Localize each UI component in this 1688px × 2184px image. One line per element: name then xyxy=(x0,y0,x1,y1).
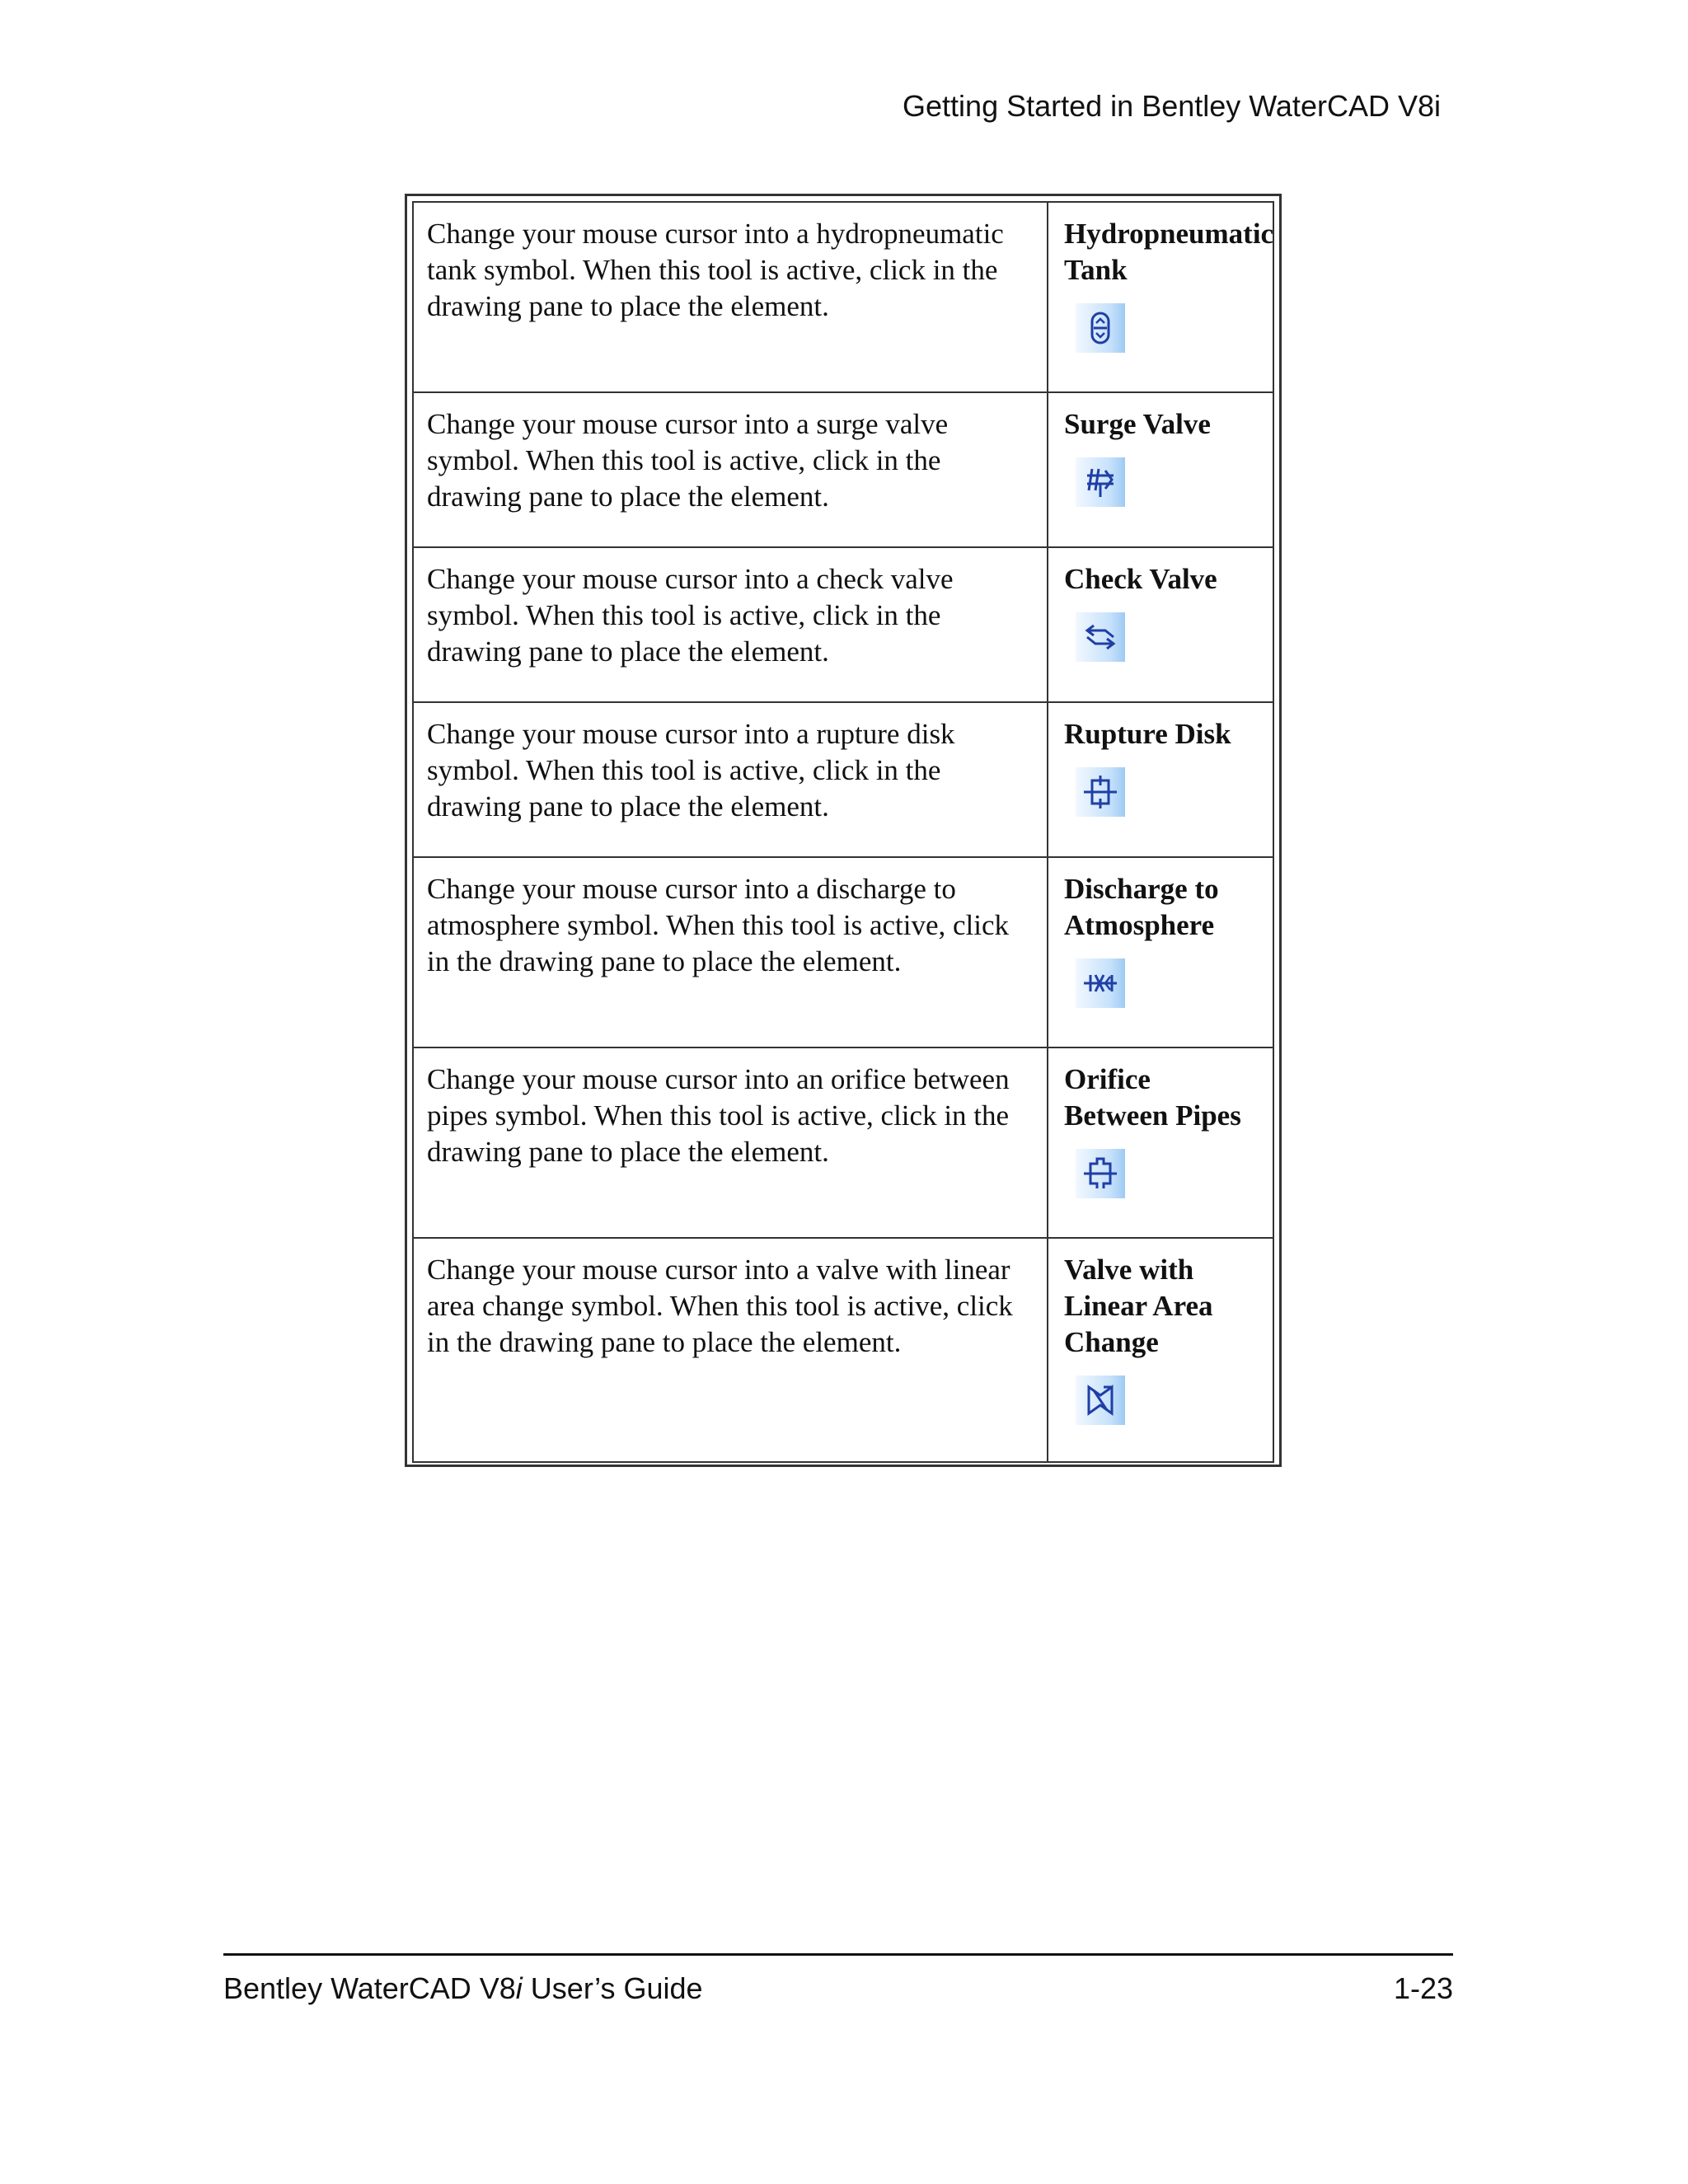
tool-description: Change your mouse cursor into a valve with linear area change symbol. When this tool is active, click in the drawing pane to place the element. xyxy=(413,1238,1048,1462)
tool-name: Check Valve xyxy=(1064,563,1217,595)
table-row xyxy=(413,202,1273,392)
page-number: 1-23 xyxy=(1393,1971,1453,2005)
tool-cell xyxy=(1048,547,1273,702)
tool-description: Change your mouse cursor into a hydropneumatic tank symbol. When this tool is active, click in the drawing pane to place the element. xyxy=(413,202,1048,392)
footer-guide-title xyxy=(223,1971,703,2006)
table-row xyxy=(413,547,1273,702)
tool-cell xyxy=(1048,702,1273,857)
table-row xyxy=(413,857,1273,1047)
valve-linear-area-change-icon xyxy=(1076,1376,1125,1425)
tool-description: Change your mouse cursor into a check valve symbol. When this tool is active, click in the drawing pane to place the element. xyxy=(413,547,1048,702)
tool-table xyxy=(405,194,1282,1467)
tool-name: Discharge to Atmosphere xyxy=(1064,873,1219,941)
tool-cell xyxy=(1048,857,1273,1047)
rupture-disk-icon xyxy=(1076,767,1125,817)
tool-cell xyxy=(1048,202,1273,392)
table-row xyxy=(413,702,1273,857)
tool-name: Valve with Linear Area Change xyxy=(1064,1254,1213,1358)
table-row xyxy=(413,1238,1273,1462)
footer-rule xyxy=(223,1953,1453,1956)
table-row xyxy=(413,1047,1273,1238)
tool-name: Orifice Between Pipes xyxy=(1064,1063,1241,1132)
table-row xyxy=(413,392,1273,547)
tool-name: Rupture Disk xyxy=(1064,718,1231,750)
tool-name: Surge Valve xyxy=(1064,408,1211,440)
tool-description: Change your mouse cursor into a surge valve symbol. When this tool is active, click in the drawing pane to place the element. xyxy=(413,392,1048,547)
orifice-between-pipes-icon xyxy=(1076,1149,1125,1198)
footer-guide-prefix: Bentley WaterCAD V8 xyxy=(223,1971,516,2005)
tool-cell xyxy=(1048,1047,1273,1238)
tool-cell xyxy=(1048,392,1273,547)
discharge-to-atmosphere-icon xyxy=(1076,958,1125,1008)
tool-description: Change your mouse cursor into an orifice between pipes symbol. When this tool is active, click in the drawing pane to place the element. xyxy=(413,1047,1048,1238)
running-header: Getting Started in Bentley WaterCAD V8i xyxy=(903,89,1441,123)
surge-valve-icon xyxy=(1076,457,1125,507)
hydropneumatic-tank-icon xyxy=(1076,303,1125,353)
tool-cell xyxy=(1048,1238,1273,1462)
check-valve-icon xyxy=(1076,612,1125,662)
tool-description: Change your mouse cursor into a discharge to atmosphere symbol. When this tool is active, click in the drawing pane to place the element. xyxy=(413,857,1048,1047)
tool-description: Change your mouse cursor into a rupture disk symbol. When this tool is active, click in the drawing pane to place the element. xyxy=(413,702,1048,857)
footer-guide-italic: i xyxy=(515,1971,523,2005)
footer-guide-suffix: User’s Guide xyxy=(522,1971,703,2005)
tool-name: Hydropneumatic Tank xyxy=(1064,218,1274,286)
